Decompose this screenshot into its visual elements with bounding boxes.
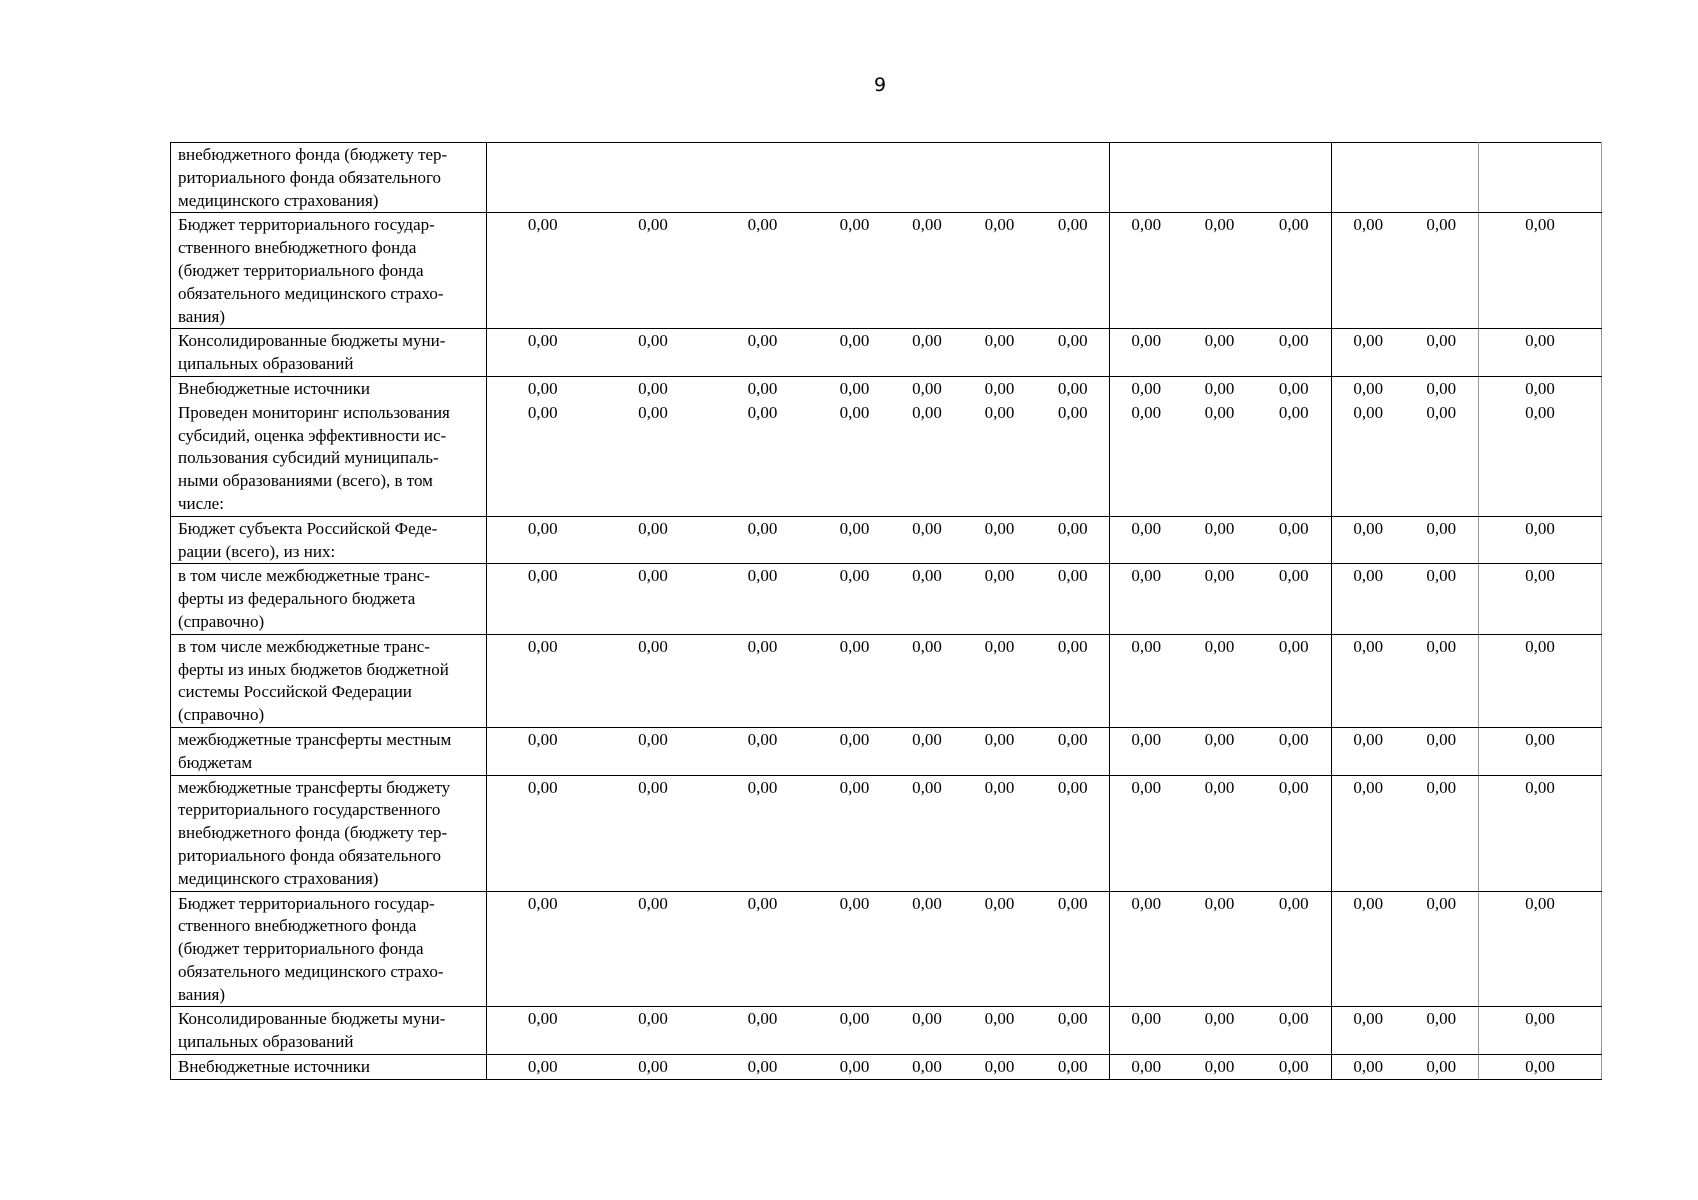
value-cell: 0,00 xyxy=(1257,775,1332,891)
value-cell: 0,00 xyxy=(1183,727,1257,775)
value-cell: 0,00 xyxy=(1183,376,1257,400)
value-cell xyxy=(1479,143,1602,213)
table-row xyxy=(171,143,1602,213)
row-label-line: межбюджетные трансферты бюджету xyxy=(178,777,451,797)
value-cell: 0,00 xyxy=(708,1055,818,1080)
table-body xyxy=(171,143,1602,1080)
row-label-line: рации (всего), из них: xyxy=(178,541,336,561)
value-cell: 0,00 xyxy=(1479,564,1602,634)
value-cell: 0,00 xyxy=(708,213,818,329)
page-number: 9 xyxy=(873,74,887,96)
row-label xyxy=(171,376,487,400)
row-label-line: (бюджет территориального фонда xyxy=(178,939,424,959)
value-cell: 0,00 xyxy=(708,634,818,727)
value-cell: 0,00 xyxy=(963,775,1037,891)
value-cell: 0,00 xyxy=(1405,1007,1479,1055)
value-cell: 0,00 xyxy=(963,891,1037,1007)
table-row xyxy=(171,775,1602,891)
value-cell: 0,00 xyxy=(487,401,599,516)
value-cell: 0,00 xyxy=(1257,564,1332,634)
row-label-line: Бюджет территориального государ- xyxy=(178,893,435,913)
value-cell: 0,00 xyxy=(963,564,1037,634)
value-cell: 0,00 xyxy=(818,564,892,634)
value-cell: 0,00 xyxy=(1405,634,1479,727)
value-cell: 0,00 xyxy=(487,1007,599,1055)
value-cell: 0,00 xyxy=(599,516,708,564)
value-cell: 0,00 xyxy=(1479,1007,1602,1055)
value-cell: 0,00 xyxy=(1110,329,1183,377)
value-cell: 0,00 xyxy=(599,1007,708,1055)
value-cell: 0,00 xyxy=(1332,516,1405,564)
row-label-line: Консолидированные бюджеты муни- xyxy=(178,1009,446,1029)
value-cell: 0,00 xyxy=(1405,213,1479,329)
value-cell: 0,00 xyxy=(1110,727,1183,775)
value-cell: 0,00 xyxy=(963,376,1037,400)
row-label-line: Внебюджетные источники xyxy=(178,1057,370,1077)
value-cell: 0,00 xyxy=(1332,775,1405,891)
value-cell: 0,00 xyxy=(818,516,892,564)
value-cell: 0,00 xyxy=(1110,564,1183,634)
value-cell: 0,00 xyxy=(892,775,963,891)
value-cell: 0,00 xyxy=(599,376,708,400)
value-cell: 0,00 xyxy=(1183,634,1257,727)
value-cell: 0,00 xyxy=(599,1055,708,1080)
value-cell: 0,00 xyxy=(599,401,708,516)
row-label-line: обязательного медицинского страхо- xyxy=(178,283,444,303)
row-label xyxy=(171,634,487,727)
table-row xyxy=(171,376,1602,400)
row-label-line: медицинского страхования) xyxy=(178,190,379,210)
value-cell: 0,00 xyxy=(1110,891,1183,1007)
row-label-line: (справочно) xyxy=(178,705,265,725)
row-label-line: пользования субсидий муниципаль- xyxy=(178,448,439,468)
value-cell: 0,00 xyxy=(963,329,1037,377)
value-cell: 0,00 xyxy=(1479,329,1602,377)
value-cell: 0,00 xyxy=(1110,516,1183,564)
table-row xyxy=(171,634,1602,727)
table-row xyxy=(171,329,1602,377)
value-cell: 0,00 xyxy=(599,727,708,775)
value-cell: 0,00 xyxy=(1110,376,1183,400)
value-cell: 0,00 xyxy=(1037,401,1110,516)
row-label xyxy=(171,775,487,891)
row-label-line: риториального фонда обязательного xyxy=(178,167,442,187)
row-label-line: Бюджет территориального государ- xyxy=(178,215,435,235)
row-label-line: медицинского страхования) xyxy=(178,868,379,888)
value-cell: 0,00 xyxy=(1332,634,1405,727)
value-cell xyxy=(963,143,1037,213)
value-cell: 0,00 xyxy=(1037,891,1110,1007)
value-cell: 0,00 xyxy=(892,891,963,1007)
table-row xyxy=(171,564,1602,634)
value-cell: 0,00 xyxy=(818,329,892,377)
row-label-line: вания) xyxy=(178,306,226,326)
value-cell: 0,00 xyxy=(818,401,892,516)
value-cell xyxy=(1405,143,1479,213)
table-row xyxy=(171,1055,1602,1080)
row-label-line: риториального фонда обязательного xyxy=(178,845,442,865)
value-cell: 0,00 xyxy=(487,564,599,634)
row-label-line: в том числе межбюджетные транс- xyxy=(178,636,430,656)
value-cell: 0,00 xyxy=(487,727,599,775)
row-label-line: Внебюджетные источники xyxy=(178,378,370,398)
row-label-line: ственного внебюджетного фонда xyxy=(178,916,417,936)
value-cell: 0,00 xyxy=(1257,1007,1332,1055)
value-cell: 0,00 xyxy=(599,213,708,329)
value-cell: 0,00 xyxy=(1257,727,1332,775)
table-row xyxy=(171,516,1602,564)
value-cell: 0,00 xyxy=(487,634,599,727)
row-label-line: внебюджетного фонда (бюджету тер- xyxy=(178,823,448,843)
value-cell: 0,00 xyxy=(818,376,892,400)
value-cell: 0,00 xyxy=(1479,401,1602,516)
value-cell: 0,00 xyxy=(1183,1055,1257,1080)
value-cell: 0,00 xyxy=(1037,775,1110,891)
row-label-line: ными образованиями (всего), в том xyxy=(178,471,433,491)
value-cell: 0,00 xyxy=(487,1055,599,1080)
row-label-line: субсидий, оценка эффективности ис- xyxy=(178,425,447,445)
value-cell: 0,00 xyxy=(1110,634,1183,727)
value-cell: 0,00 xyxy=(708,727,818,775)
row-label xyxy=(171,143,487,213)
value-cell: 0,00 xyxy=(599,775,708,891)
value-cell: 0,00 xyxy=(487,213,599,329)
value-cell: 0,00 xyxy=(487,329,599,377)
row-label xyxy=(171,1055,487,1080)
value-cell: 0,00 xyxy=(1332,1007,1405,1055)
row-label xyxy=(171,891,487,1007)
row-label-line: территориального государственного xyxy=(178,800,441,820)
value-cell: 0,00 xyxy=(818,775,892,891)
value-cell: 0,00 xyxy=(1405,775,1479,891)
value-cell: 0,00 xyxy=(892,213,963,329)
row-label-line: ферты из иных бюджетов бюджетной xyxy=(178,659,449,679)
value-cell: 0,00 xyxy=(708,775,818,891)
value-cell: 0,00 xyxy=(892,1055,963,1080)
row-label-line: внебюджетного фонда (бюджету тер- xyxy=(178,145,448,164)
value-cell: 0,00 xyxy=(1257,213,1332,329)
value-cell: 0,00 xyxy=(1257,329,1332,377)
value-cell: 0,00 xyxy=(1257,401,1332,516)
value-cell: 0,00 xyxy=(1257,891,1332,1007)
value-cell xyxy=(1110,143,1183,213)
value-cell: 0,00 xyxy=(1479,727,1602,775)
row-label-line: бюджетам xyxy=(178,752,253,772)
value-cell xyxy=(487,143,599,213)
value-cell: 0,00 xyxy=(818,727,892,775)
row-label-line: ципальных образований xyxy=(178,1032,354,1052)
value-cell: 0,00 xyxy=(487,775,599,891)
value-cell: 0,00 xyxy=(1037,329,1110,377)
row-label xyxy=(171,401,487,516)
value-cell: 0,00 xyxy=(963,401,1037,516)
value-cell: 0,00 xyxy=(1037,376,1110,400)
row-label-line: Бюджет субъекта Российской Феде- xyxy=(178,518,438,538)
table-row xyxy=(171,401,1602,516)
row-label xyxy=(171,564,487,634)
value-cell: 0,00 xyxy=(892,329,963,377)
value-cell: 0,00 xyxy=(1037,1055,1110,1080)
value-cell: 0,00 xyxy=(1405,401,1479,516)
value-cell: 0,00 xyxy=(1479,634,1602,727)
value-cell: 0,00 xyxy=(1405,564,1479,634)
value-cell xyxy=(818,143,892,213)
value-cell: 0,00 xyxy=(1183,564,1257,634)
row-label-line: Консолидированные бюджеты муни- xyxy=(178,331,446,351)
row-label-line: вания) xyxy=(178,984,226,1004)
value-cell: 0,00 xyxy=(963,1007,1037,1055)
value-cell: 0,00 xyxy=(1037,727,1110,775)
row-label xyxy=(171,727,487,775)
value-cell: 0,00 xyxy=(1110,1007,1183,1055)
value-cell: 0,00 xyxy=(1332,1055,1405,1080)
row-label-line: межбюджетные трансферты местным xyxy=(178,729,452,749)
row-label-line: (бюджет территориального фонда xyxy=(178,260,424,280)
value-cell: 0,00 xyxy=(708,401,818,516)
row-label xyxy=(171,329,487,377)
row-label xyxy=(171,213,487,329)
value-cell: 0,00 xyxy=(963,1055,1037,1080)
table-row xyxy=(171,213,1602,329)
value-cell: 0,00 xyxy=(1479,1055,1602,1080)
value-cell: 0,00 xyxy=(1183,329,1257,377)
row-label-line: системы Российской Федерации xyxy=(178,682,412,702)
value-cell: 0,00 xyxy=(1405,1055,1479,1080)
value-cell xyxy=(1183,143,1257,213)
value-cell: 0,00 xyxy=(1405,727,1479,775)
value-cell: 0,00 xyxy=(1479,775,1602,891)
value-cell: 0,00 xyxy=(1332,401,1405,516)
value-cell: 0,00 xyxy=(599,891,708,1007)
value-cell: 0,00 xyxy=(892,1007,963,1055)
value-cell: 0,00 xyxy=(892,727,963,775)
value-cell: 0,00 xyxy=(1037,213,1110,329)
value-cell: 0,00 xyxy=(1183,516,1257,564)
row-label-line: (справочно) xyxy=(178,611,265,631)
value-cell xyxy=(708,143,818,213)
value-cell xyxy=(892,143,963,213)
value-cell: 0,00 xyxy=(708,329,818,377)
value-cell: 0,00 xyxy=(487,376,599,400)
table-row xyxy=(171,1007,1602,1055)
value-cell: 0,00 xyxy=(892,634,963,727)
value-cell: 0,00 xyxy=(1479,516,1602,564)
value-cell: 0,00 xyxy=(1110,401,1183,516)
value-cell: 0,00 xyxy=(1332,727,1405,775)
row-label-line: обязательного медицинского страхо- xyxy=(178,961,444,981)
value-cell xyxy=(1257,143,1332,213)
value-cell: 0,00 xyxy=(487,516,599,564)
budget-table xyxy=(170,142,1602,1080)
value-cell: 0,00 xyxy=(1257,376,1332,400)
value-cell: 0,00 xyxy=(818,1055,892,1080)
value-cell: 0,00 xyxy=(1183,775,1257,891)
value-cell: 0,00 xyxy=(1479,376,1602,400)
value-cell xyxy=(1332,143,1405,213)
value-cell: 0,00 xyxy=(963,213,1037,329)
table-row xyxy=(171,727,1602,775)
value-cell: 0,00 xyxy=(818,891,892,1007)
value-cell: 0,00 xyxy=(1332,213,1405,329)
value-cell: 0,00 xyxy=(487,891,599,1007)
value-cell: 0,00 xyxy=(892,401,963,516)
value-cell: 0,00 xyxy=(963,516,1037,564)
value-cell: 0,00 xyxy=(1257,516,1332,564)
value-cell: 0,00 xyxy=(963,634,1037,727)
value-cell: 0,00 xyxy=(818,1007,892,1055)
value-cell: 0,00 xyxy=(1037,1007,1110,1055)
value-cell: 0,00 xyxy=(1332,891,1405,1007)
value-cell: 0,00 xyxy=(1405,376,1479,400)
value-cell: 0,00 xyxy=(1332,376,1405,400)
value-cell: 0,00 xyxy=(599,564,708,634)
value-cell: 0,00 xyxy=(1257,1055,1332,1080)
value-cell: 0,00 xyxy=(1110,1055,1183,1080)
value-cell: 0,00 xyxy=(892,564,963,634)
value-cell: 0,00 xyxy=(1110,213,1183,329)
value-cell xyxy=(1037,143,1110,213)
value-cell: 0,00 xyxy=(1037,564,1110,634)
value-cell: 0,00 xyxy=(1257,634,1332,727)
value-cell: 0,00 xyxy=(818,213,892,329)
row-label-line: ферты из федерального бюджета xyxy=(178,589,416,609)
row-label xyxy=(171,1007,487,1055)
table-row xyxy=(171,891,1602,1007)
value-cell: 0,00 xyxy=(708,376,818,400)
value-cell: 0,00 xyxy=(1479,213,1602,329)
value-cell: 0,00 xyxy=(892,376,963,400)
value-cell: 0,00 xyxy=(1183,213,1257,329)
value-cell: 0,00 xyxy=(963,727,1037,775)
value-cell: 0,00 xyxy=(708,891,818,1007)
value-cell: 0,00 xyxy=(599,329,708,377)
value-cell: 0,00 xyxy=(1110,775,1183,891)
row-label-line: ственного внебюджетного фонда xyxy=(178,238,417,258)
row-label-line: ципальных образований xyxy=(178,354,354,374)
value-cell: 0,00 xyxy=(1183,1007,1257,1055)
row-label-line: Проведен мониторинг использования xyxy=(178,402,450,422)
value-cell: 0,00 xyxy=(1405,891,1479,1007)
value-cell: 0,00 xyxy=(1183,401,1257,516)
value-cell: 0,00 xyxy=(1037,634,1110,727)
value-cell: 0,00 xyxy=(1183,891,1257,1007)
row-label xyxy=(171,516,487,564)
value-cell: 0,00 xyxy=(599,634,708,727)
value-cell: 0,00 xyxy=(1405,329,1479,377)
value-cell: 0,00 xyxy=(818,634,892,727)
value-cell: 0,00 xyxy=(1332,329,1405,377)
row-label-line: в том числе межбюджетные транс- xyxy=(178,566,430,586)
value-cell: 0,00 xyxy=(892,516,963,564)
value-cell: 0,00 xyxy=(708,516,818,564)
value-cell: 0,00 xyxy=(1479,891,1602,1007)
value-cell xyxy=(599,143,708,213)
value-cell: 0,00 xyxy=(1332,564,1405,634)
value-cell: 0,00 xyxy=(1405,516,1479,564)
row-label-line: числе: xyxy=(178,493,224,513)
value-cell: 0,00 xyxy=(708,1007,818,1055)
value-cell: 0,00 xyxy=(708,564,818,634)
value-cell: 0,00 xyxy=(1037,516,1110,564)
